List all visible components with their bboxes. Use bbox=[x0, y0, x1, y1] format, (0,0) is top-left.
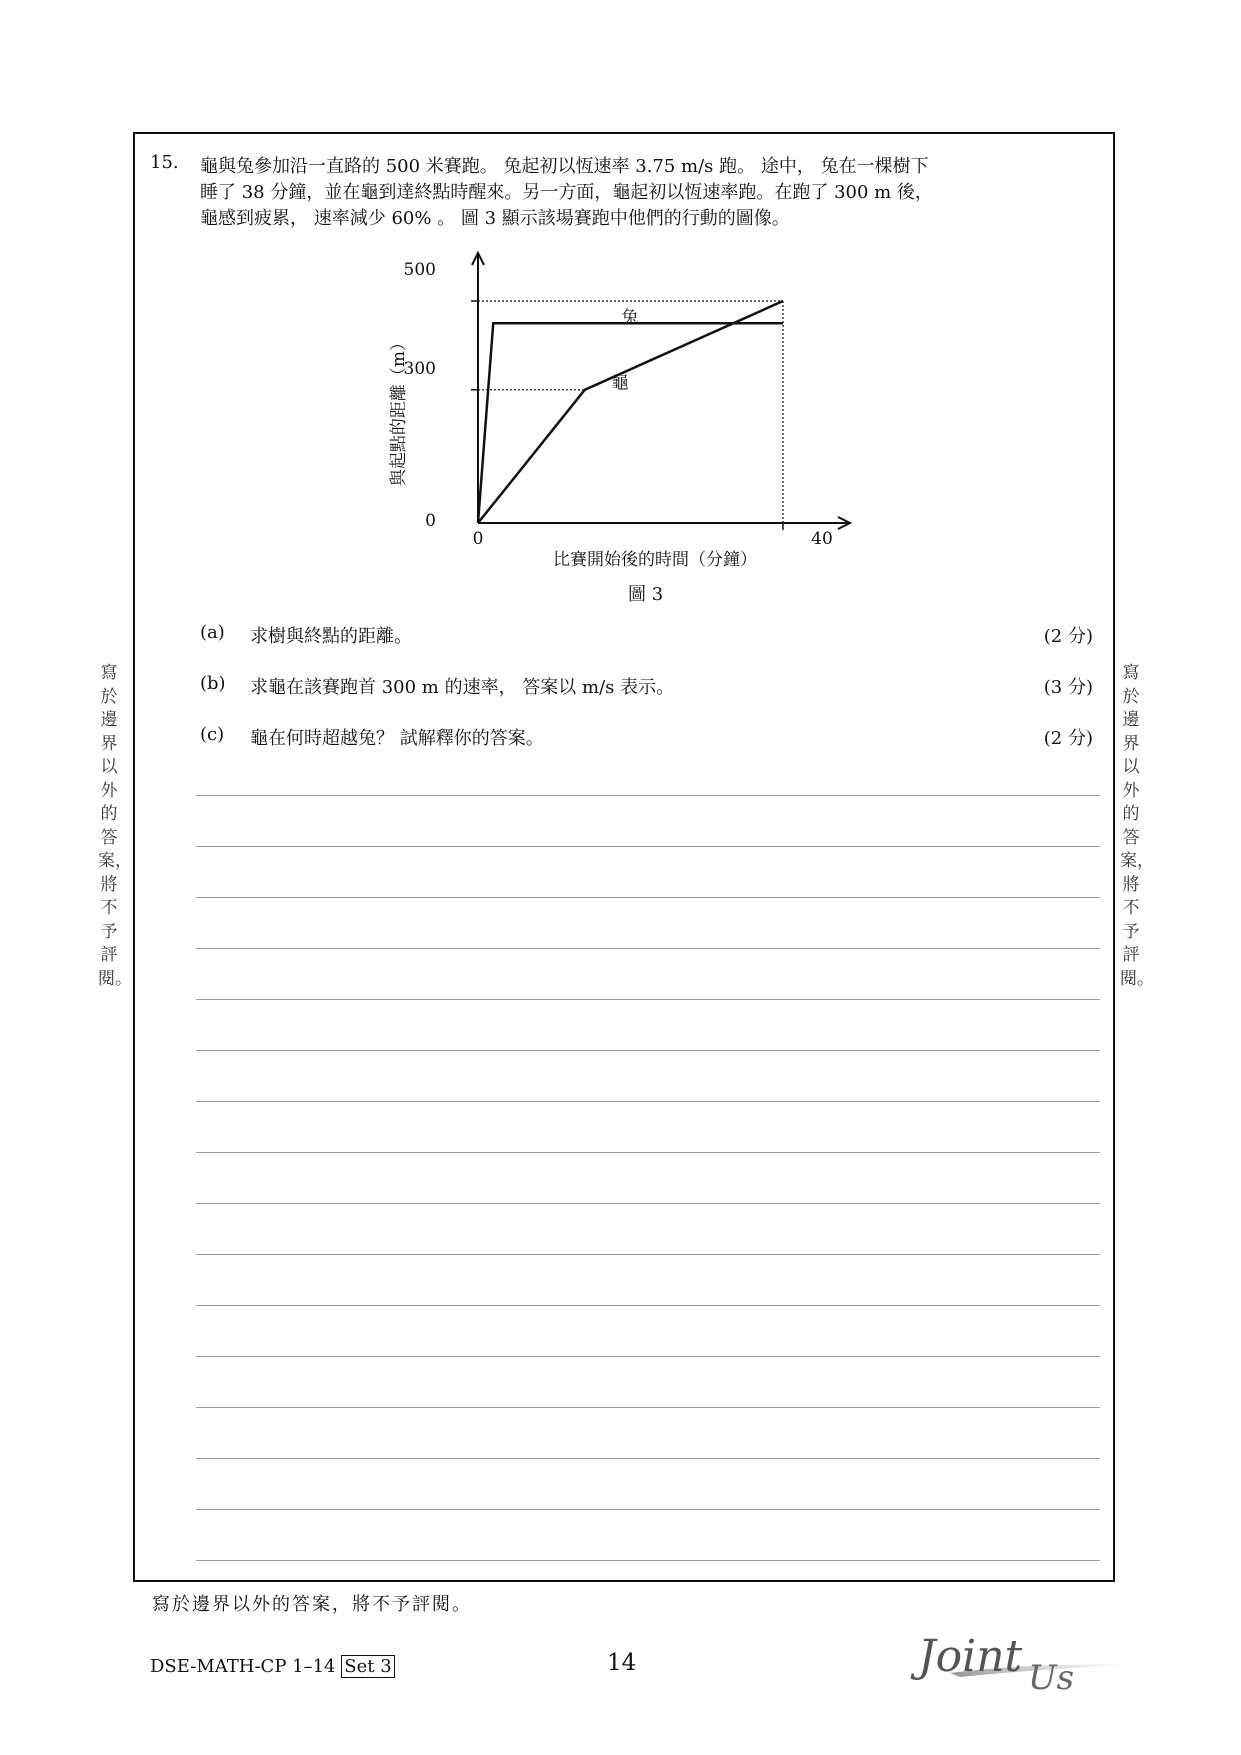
answer-line[interactable] bbox=[196, 1152, 1100, 1153]
answer-line[interactable] bbox=[196, 897, 1100, 898]
question-text-line-3: 龜感到疲累， 速率減少 60% 。 圖 3 顯示該場賽跑中他們的行動的圖像。 bbox=[200, 208, 790, 229]
figure-3-graph bbox=[380, 235, 880, 575]
answer-line[interactable] bbox=[196, 948, 1100, 949]
svg-text:Joint: Joint bbox=[918, 1631, 1023, 1682]
y-tick-500: 500 bbox=[403, 260, 436, 280]
question-text-line-2: 睡了 38 分鐘，並在龜到達終點時醒來。另一方面，龜起初以恆速率跑。在跑了 300 m 後， bbox=[200, 182, 933, 203]
figure-caption: 圖 3 bbox=[628, 584, 664, 605]
question-text-line-1: 龜與兔參加沿一直路的 500 米賽跑。 兔起初以恆速率 3.75 m/s 跑。 途中， 兔在一棵樹下 bbox=[200, 156, 929, 177]
answer-line[interactable] bbox=[196, 1305, 1100, 1306]
y-tick-0: 0 bbox=[425, 511, 436, 531]
answer-line[interactable] bbox=[196, 1101, 1100, 1102]
answer-line[interactable] bbox=[196, 1509, 1100, 1510]
question-number: 15. bbox=[150, 152, 179, 173]
right-margin-note: 寫於邊界以外的答案，將不予評閱。 bbox=[1120, 663, 1154, 989]
answer-line[interactable] bbox=[196, 1356, 1100, 1357]
jointus-logo bbox=[910, 1625, 1140, 1695]
answer-line[interactable] bbox=[196, 1407, 1100, 1408]
part-b-label: (b) bbox=[200, 673, 226, 694]
y-tick-300: 300 bbox=[403, 359, 436, 379]
svg-text:Us: Us bbox=[1028, 1658, 1075, 1695]
y-axis-label: 與起點的距離（m） bbox=[389, 333, 409, 487]
answer-line[interactable] bbox=[196, 1050, 1100, 1051]
answer-line[interactable] bbox=[196, 999, 1100, 1000]
hare-label: 兔 bbox=[621, 308, 639, 328]
part-c-text: 龜在何時超越兔？ 試解釋你的答案。 bbox=[250, 728, 544, 749]
paper-code bbox=[150, 1656, 395, 1677]
left-margin-note: 寫於邊界以外的答案，將不予評閱。 bbox=[98, 663, 132, 989]
answer-line[interactable] bbox=[196, 1458, 1100, 1459]
page-number: 14 bbox=[607, 1650, 637, 1676]
part-b-text: 求龜在該賽跑首 300 m 的速率， 答案以 m/s 表示。 bbox=[250, 677, 675, 698]
paper-code-text: DSE-MATH-CP 1–14 bbox=[150, 1656, 336, 1677]
part-a-marks: (2 分) bbox=[1043, 626, 1093, 647]
part-b-marks: (3 分) bbox=[1043, 677, 1093, 698]
set-box: Set 3 bbox=[341, 1655, 394, 1678]
answer-line[interactable] bbox=[196, 1203, 1100, 1204]
part-a-label: (a) bbox=[200, 622, 225, 643]
tortoise-series-line bbox=[478, 301, 783, 523]
part-c-marks: (2 分) bbox=[1043, 728, 1093, 749]
part-c-label: (c) bbox=[200, 724, 225, 745]
part-a-text: 求樹與終點的距離。 bbox=[250, 626, 412, 647]
x-axis-label: 比賽開始後的時間（分鐘） bbox=[553, 550, 757, 570]
x-tick-0: 0 bbox=[472, 529, 484, 549]
bottom-margin-note: 寫於邊界以外的答案，將不予評閱。 bbox=[152, 1594, 472, 1615]
answer-line[interactable] bbox=[196, 1254, 1100, 1255]
x-tick-40: 40 bbox=[811, 529, 833, 549]
hare-series-line bbox=[478, 323, 783, 523]
tortoise-label: 龜 bbox=[611, 373, 629, 393]
answer-line[interactable] bbox=[196, 795, 1100, 796]
answer-line[interactable] bbox=[196, 1560, 1100, 1561]
answer-line[interactable] bbox=[196, 846, 1100, 847]
